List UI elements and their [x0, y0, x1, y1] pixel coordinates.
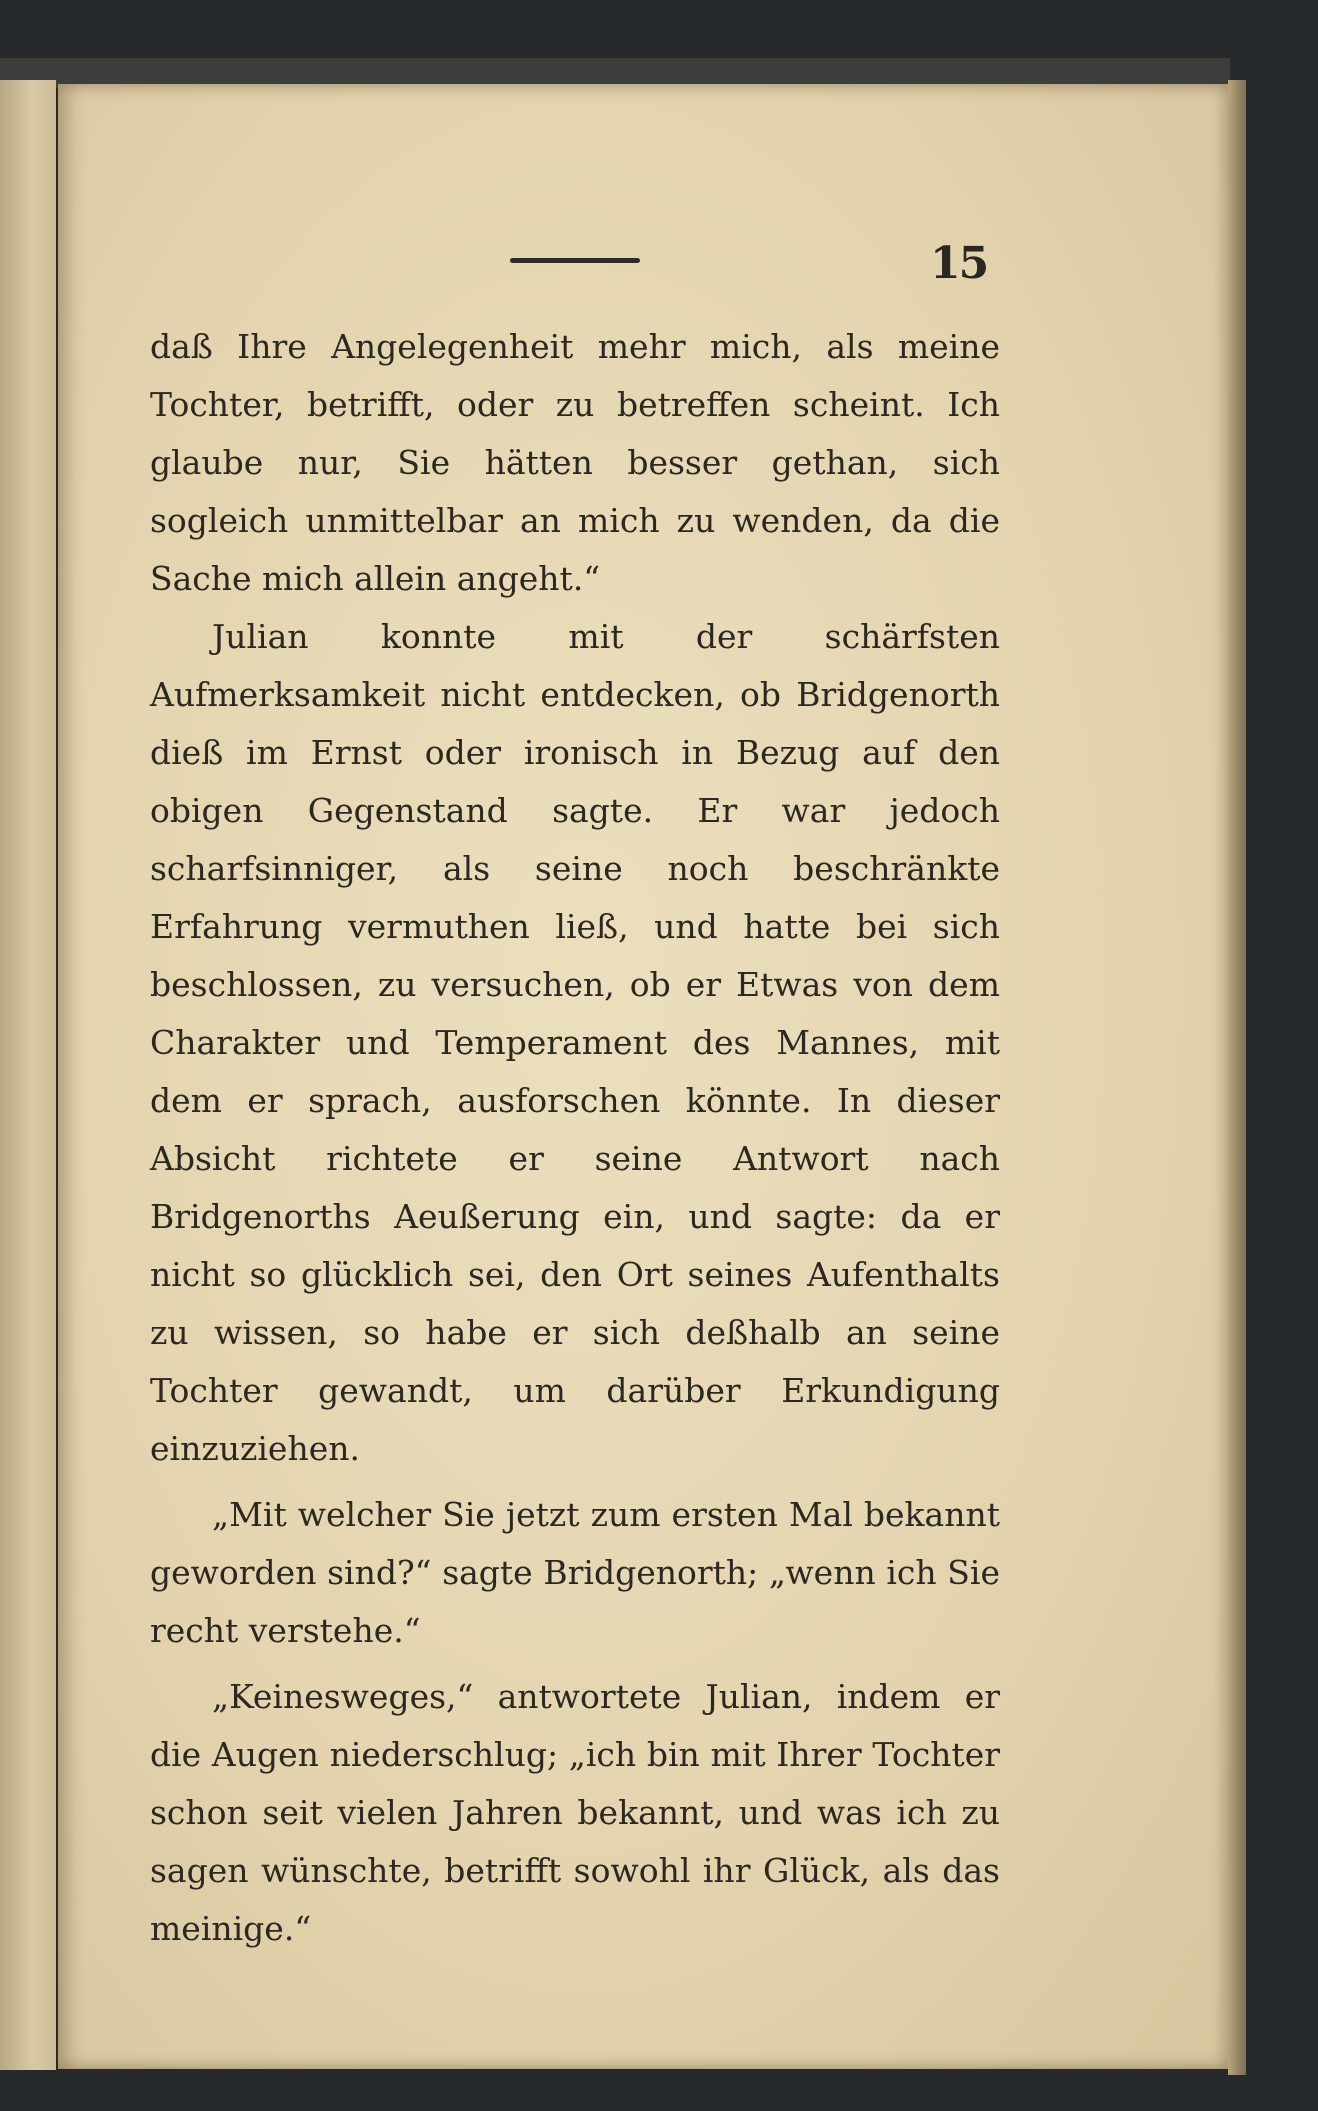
- body-text: [150, 318, 1000, 1958]
- paragraph-julian: Julian konnte mit der schärfsten Aufmerksamkeit nicht entdecken, ob Bridgenorth dieß im Ernst oder ironisch in Bezug auf den obigen Gegenstand sagte. Er war jedoch scharfsinniger, als seine noch beschränkte Erfahrung vermuthen ließ, und hatte bei sich beschlossen, zu versuchen, ob er Etwas von dem Charakter und Temperament des Mannes, mit dem er sprach, ausforschen könnte. In dieser Absicht richtete er seine Antwort nach Bridgenorths Aeußerung ein, und sagte: da er nicht so glücklich sei, den Ort seines Aufenthalts zu wissen, so habe er sich deßhalb an seine Tochter gewandt, um darüber Erkundigung einzuziehen.: [150, 617, 1000, 1468]
- paragraph-bridgenorth-quote: „Mit welcher Sie jetzt zum ersten Mal bekannt geworden sind?“ sagte Bridgenorth; „wenn ich Sie recht verstehe.“: [150, 1495, 1000, 1650]
- page-right-edge: [1228, 80, 1246, 2075]
- page-number: 15: [930, 238, 988, 289]
- paragraph-julian-reply: „Keinesweges,“ antwortete Julian, indem er die Augen niederschlug; „ich bin mit Ihrer Tochter schon seit vielen Jahren bekannt, und was ich zu sagen wünschte, betrifft sowohl ihr Glück, als das meinige.“: [150, 1677, 1000, 1948]
- facing-page-edge: [0, 80, 56, 2070]
- paragraph-continuation: daß Ihre Angelegenheit mehr mich, als meine Tochter, betrifft, oder zu betreffen scheint. Ich glaube nur, Sie hätten besser gethan, sich sogleich unmittelbar an mich zu wenden, da die Sache mich allein angeht.“: [150, 327, 1000, 598]
- header-rule: [510, 258, 640, 263]
